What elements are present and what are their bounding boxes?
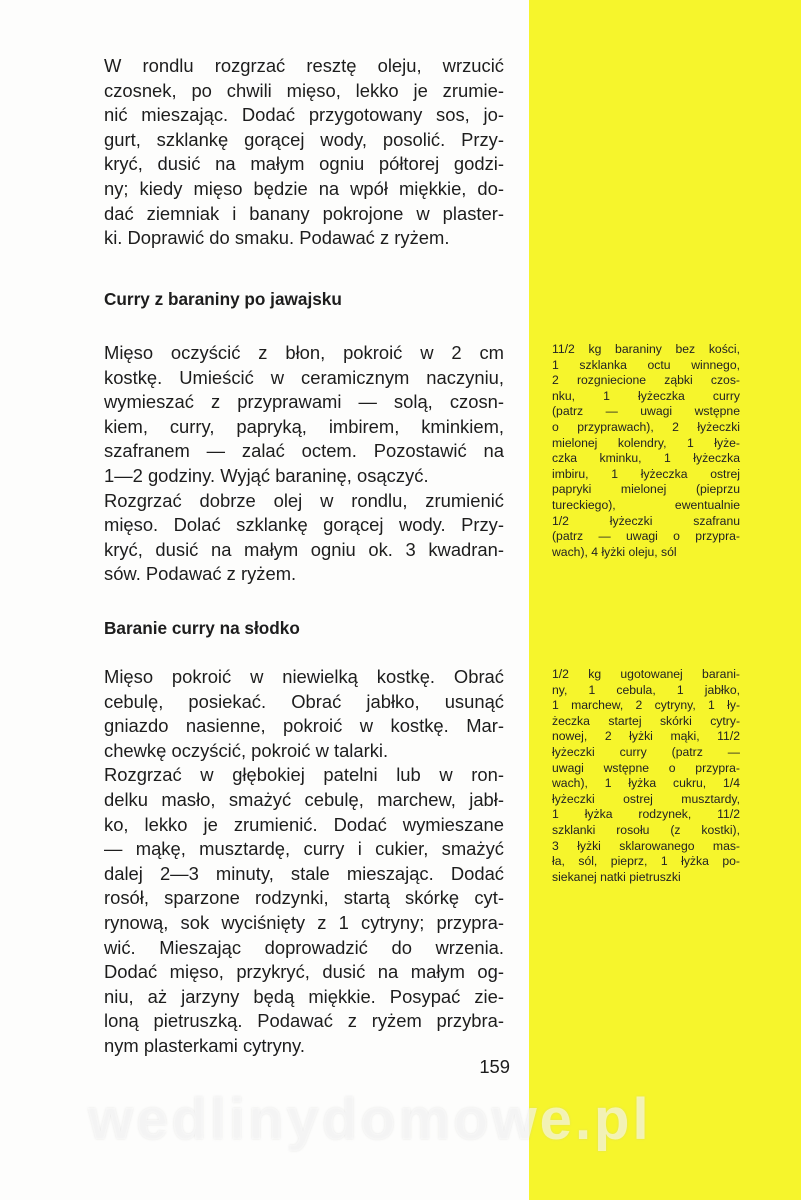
text-line: rosół, sparzone rodzynki, startą skórkę cyt- — [104, 887, 504, 909]
recipe2-instructions — [104, 665, 504, 1059]
text-line: czka kminku, 1 łyżeczka — [552, 451, 740, 466]
text-line: dać ziemniak i banany pokrojone w plaster- — [104, 202, 504, 224]
intro-lines — [104, 54, 504, 251]
text-line: szklanki rosołu (z kostki), — [552, 822, 740, 837]
page-number: 159 — [479, 1056, 510, 1077]
text-line: kiem, curry, papryką, imbirem, kminkiem, — [104, 415, 504, 437]
text-line: 3 łyżki sklarowanego mas- — [552, 838, 740, 853]
text-line: mielonej kolendry, 1 łyże- — [552, 435, 740, 450]
text-line: ny, 1 cebula, 1 jabłko, — [552, 682, 740, 697]
text-line: dalej 2—3 minuty, stale mieszając. Dodać — [104, 862, 504, 884]
text-line: tureckiego), ewentualnie — [552, 497, 740, 512]
text-line: nowej, 2 łyżki mąki, 11/2 — [552, 729, 740, 744]
text-line: Rozgrzać w głębokiej patelni lub w ron- — [104, 764, 504, 786]
text-line: 1/2 łyżeczki szafranu — [552, 513, 740, 528]
text-line: szafranem — zalać octem. Pozostawić na — [104, 440, 504, 462]
recipe2-paragraph-1 — [104, 665, 504, 763]
text-line: 2 rozgniecione ząbki czos- — [552, 373, 740, 388]
text-line: gurt, szklankę gorącej wody, posolić. Przy- — [104, 128, 504, 150]
text-line: (patrz — uwagi o przypra- — [552, 529, 740, 544]
text-line: kryć, dusić na małym ogniu półtorej godzi- — [104, 153, 504, 175]
text-line: nym plasterkami cytryny. — [104, 1034, 305, 1056]
text-line: kryć, dusić na małym ogniu ok. 3 kwadran- — [104, 538, 504, 560]
text-line: papryki mielonej (pieprzu — [552, 482, 740, 497]
recipe-title: Baranie curry na słodko — [104, 618, 300, 638]
text-line: Mięso pokroić w niewielką kostkę. Obrać — [104, 666, 504, 687]
recipe1-ingredients — [552, 342, 740, 560]
text-line: 1/2 kg ugotowanej barani- — [552, 667, 740, 681]
text-line: sów. Podawać z ryżem. — [104, 563, 297, 585]
text-line: wymieszać z przyprawami — solą, czosn- — [104, 391, 504, 413]
text-line: niu, aż jarzyny będą miękkie. Posypać zie- — [104, 985, 504, 1007]
text-line: mięso. Dolać szklankę gorącej wody. Przy- — [104, 514, 504, 536]
recipe2-paragraph-2 — [104, 763, 504, 1058]
recipe-title: Curry z baraniny po jawajsku — [104, 289, 342, 309]
text-line: nić mieszając. Dodać przygotowany sos, jo- — [104, 104, 504, 126]
text-line: ny; kiedy mięso będzie na wpół miękkie, do- — [104, 177, 504, 199]
text-line: Dodać mięso, przykryć, dusić na małym og- — [104, 961, 504, 983]
recipe1-instructions — [104, 341, 504, 587]
text-line: wach), 1 łyżka cukru, 1/4 — [552, 776, 740, 791]
recipe1-ingredients-lines — [552, 342, 740, 560]
text-line: cebulę, posiekać. Obrać jabłko, usunąć — [104, 690, 504, 712]
text-line: łyżeczki curry (patrz — — [552, 744, 740, 759]
text-line: Rozgrzać dobrze olej w rondlu, zrumienić — [104, 489, 504, 511]
text-line: uwagi wstępne o przypra- — [552, 760, 740, 775]
text-line: gniazdo nasienne, pokroić w kostkę. Mar- — [104, 715, 504, 737]
text-line: rynową, sok wyciśnięty z 1 cytryny; przypra- — [104, 911, 504, 933]
text-line: siekanej natki pietruszki — [552, 869, 681, 884]
text-line: loną pietruszką. Podawać z ryżem przybra- — [104, 1010, 504, 1032]
text-line: chewkę oczyścić, pokroić w talarki. — [104, 739, 389, 761]
text-line: 1 łyżka rodzynek, 11/2 — [552, 807, 740, 822]
text-line: ki. Doprawić do smaku. Podawać z ryżem. — [104, 227, 450, 249]
recipe1-paragraph-1 — [104, 341, 504, 489]
recipe1-paragraph-2 — [104, 489, 504, 587]
recipe2-ingredients-lines — [552, 667, 740, 885]
text-line: żeczka startej skórki cytry- — [552, 713, 740, 728]
text-line: nku, 1 łyżeczka curry — [552, 388, 740, 403]
text-line: (patrz — uwagi wstępne — [552, 404, 740, 419]
text-line: o przyprawach), 2 łyżeczki — [552, 419, 740, 434]
text-line: imbiru, 1 łyżeczka ostrej — [552, 466, 740, 481]
text-line: — mąkę, musztardę, curry i cukier, smażyć — [104, 838, 504, 860]
text-line: Mięso oczyścić z błon, pokroić w 2 cm — [104, 342, 504, 363]
text-line: ko, lekko je zrumienić. Dodać wymieszane — [104, 813, 504, 835]
text-line: wach), 4 łyżki oleju, sól — [552, 544, 677, 559]
text-line: delku masło, smażyć cebulę, marchew, jabł- — [104, 788, 504, 810]
text-line: 1 szklanka octu winnego, — [552, 357, 740, 372]
text-line: 1 marchew, 2 cytryny, 1 ły- — [552, 698, 740, 713]
text-line: wić. Mieszając doprowadzić do wrzenia. — [104, 936, 504, 958]
text-line: W rondlu rozgrzać resztę oleju, wrzucić — [104, 55, 504, 76]
text-line: 11/2 kg baraniny bez kości, — [552, 342, 740, 356]
recipe2-ingredients — [552, 667, 740, 885]
intro-paragraph — [104, 54, 504, 251]
text-line: ła, sól, pieprz, 1 łyżka po- — [552, 854, 740, 869]
ingredients-sidebar — [529, 0, 801, 1200]
text-line: łyżeczki ostrej musztardy, — [552, 791, 740, 806]
text-line: czosnek, po chwili mięso, lekko je zrumie- — [104, 79, 504, 101]
watermark: wedlinydomowe.pl — [88, 1087, 652, 1152]
text-line: 1—2 godziny. Wyjąć baraninę, osączyć. — [104, 464, 429, 486]
text-line: kostkę. Umieścić w ceramicznym naczyniu, — [104, 366, 504, 388]
